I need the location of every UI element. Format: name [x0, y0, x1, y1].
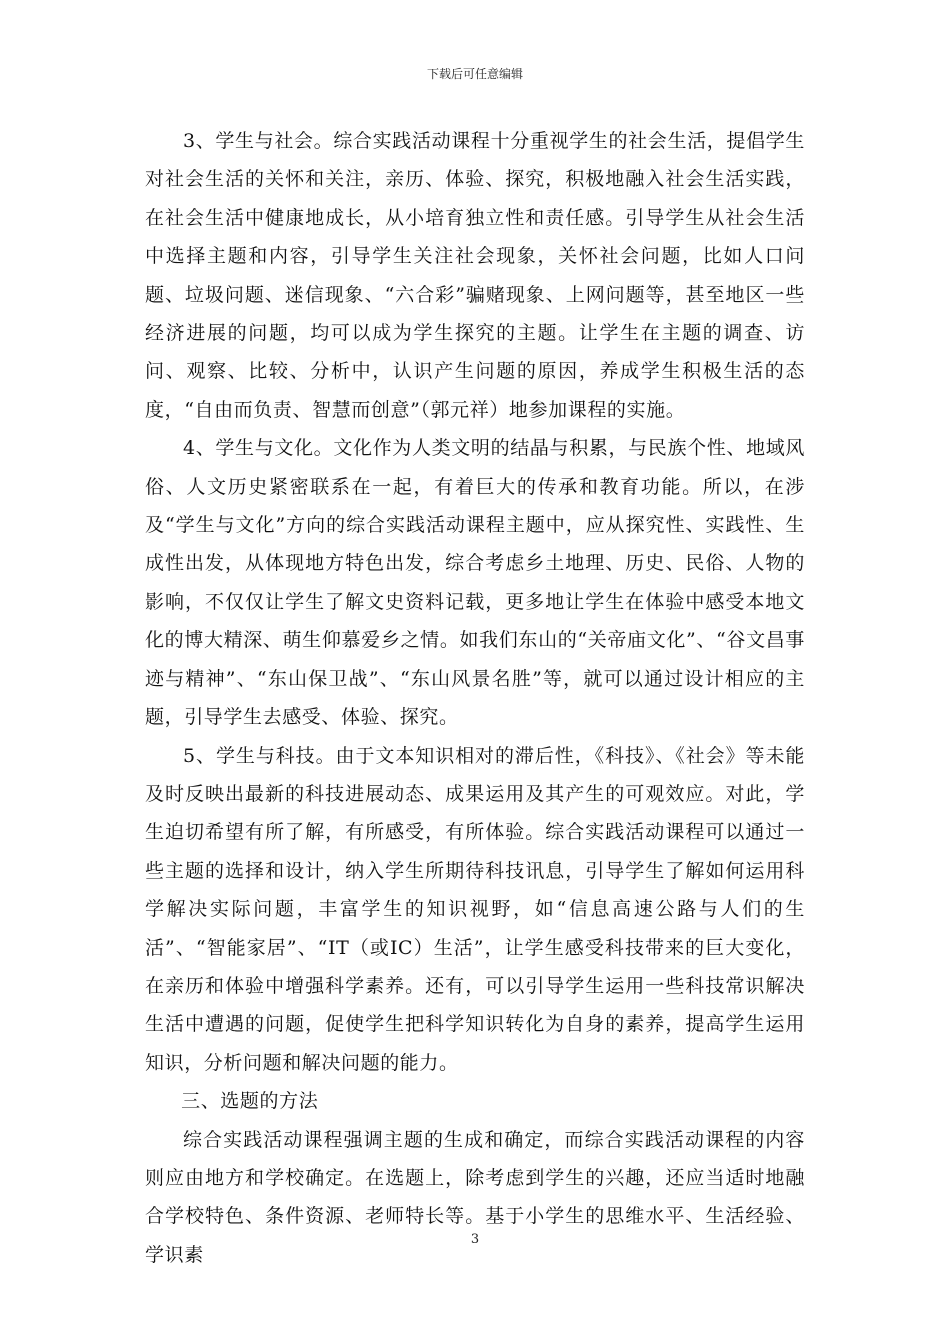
paragraph-student-and-society: 3、学生与社会。综合实践活动课程十分重视学生的社会生活，提倡学生对社会生活的关怀和关注，亲历、体验、探究，积极地融入社会生活实践，在社会生活中健康地成长，从小培育独立性和责任感。引导学生从社会生活中选择主题和内容，引导学生关注社会现象，关怀社会问题，比如人口问题、垃圾问题、迷信现象、“六合彩”骗赌现象、上网问题等，甚至地区一些经济进展的问题，均可以成为学生探究的主题。让学生在主题的调查、访问、观察、比较、分析中，认识产生问题的原因，养成学生积极生活的态度，“自由而负责、智慧而创意”（郭元祥）地参加课程的实施。 — [145, 130, 805, 421]
paragraph-topic-selection: 综合实践活动课程强调主题的生成和确定，而综合实践活动课程的内容则应由地方和学校确定。在选题上，除考虑到学生的兴趣，还应当适时地融合学校特色、条件资源、老师特长等。基于小学生的思维水平、生活经验、学识素 — [145, 1128, 805, 1266]
page-header: 下载后可任意编辑 — [426, 67, 523, 81]
section-heading: 三、选题的方法 — [181, 1090, 319, 1113]
paragraph-student-and-technology: 5、学生与科技。由于文本知识相对的滞后性，《科技》、《社会》等未能及时反映出最新的科技进展动态、成果运用及其产生的可观效应。对此，学生迫切希望有所了解，有所感受，有所体验。综合实践活动课程可以通过一些主题的选择和设计，纳入学生所期待科技讯息，引导学生了解如何运用科学解决实际问题，丰富学生的知识视野，如“信息高速公路与人们的生活”、“智能家居”、“IT（或IC）生活”，让学生感受科技带来的巨大变化，在亲历和体验中增强科学素养。还有，可以引导学生运用一些科技常识解决生活中遭遇的问题，促使学生把科学知识转化为自身的素养，提高学生运用知识，分析问题和解决问题的能力。 — [145, 744, 805, 1074]
page-number: 3 — [470, 1232, 480, 1247]
document-body — [145, 122, 805, 1274]
paragraph-student-and-culture: 4、学生与文化。文化作为人类文明的结晶与积累，与民族个性、地域风俗、人文历史紧密联系在一起，有着巨大的传承和教育功能。所以，在涉及“学生与文化”方向的综合实践活动课程主题中，应从探究性、实践性、生成性出发，从体现地方特色出发，综合考虑乡土地理、历史、民俗、人物的影响，不仅仅让学生了解文史资料记载，更多地让学生在体验中感受本地文化的博大精深、萌生仰慕爱乡之情。如我们东山的“关帝庙文化”、“谷文昌事迹与精神”、“东山保卫战”、“东山风景名胜”等，就可以通过设计相应的主题，引导学生去感受、体验、探究。 — [145, 437, 805, 729]
